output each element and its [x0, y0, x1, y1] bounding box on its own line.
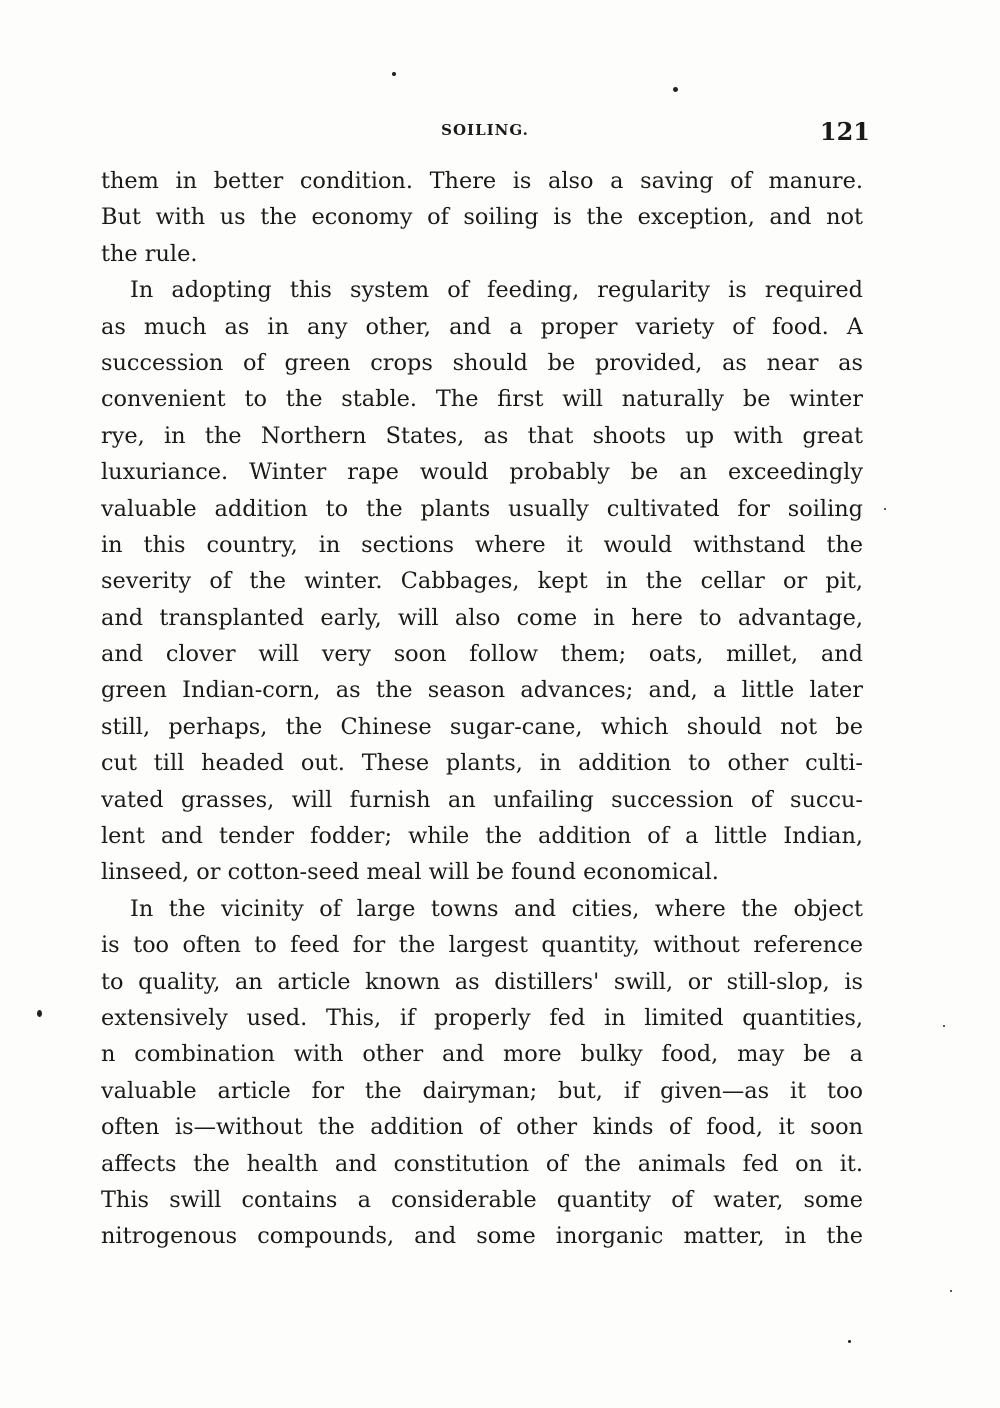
scan-speck — [392, 72, 396, 76]
text-line: and clover will very soon follow them; oats, millet, and — [101, 641, 863, 668]
text-line: valuable addition to the plants usually cultivated for soiling — [101, 495, 863, 522]
text-line: This swill contains a considerable quantity of water, some — [101, 1186, 863, 1213]
scan-speck — [943, 1025, 945, 1027]
text-line: But with us the economy of soiling is the exception, and not — [101, 204, 863, 231]
text-line: is too often to feed for the largest quantity, without reference — [101, 932, 863, 959]
text-line: often is—without the addition of other kinds of food, it soon — [101, 1114, 863, 1141]
text-line: still, perhaps, the Chinese sugar-cane, which should not be — [101, 713, 863, 740]
text-line: n combination with other and more bulky food, may be a — [101, 1041, 863, 1068]
text-line: to quality, an article known as distillers' swill, or still-slop, is — [101, 968, 863, 995]
text-line: and transplanted early, will also come in here to advantage, — [101, 604, 863, 631]
scan-speck — [950, 1290, 952, 1292]
text-line: In the vicinity of large towns and cities, where the object — [130, 895, 863, 922]
text-line: convenient to the stable. The first will naturally be winter — [101, 386, 863, 413]
text-line: linseed, or cotton-seed meal will be found economical. — [101, 859, 719, 886]
text-line: luxuriance. Winter rape would probably be an exceedingly — [101, 459, 863, 486]
text-line: nitrogenous compounds, and some inorganic matter, in the — [101, 1223, 863, 1250]
text-line: green Indian-corn, as the season advances; and, a little later — [101, 677, 863, 704]
running-head — [100, 117, 870, 147]
scan-speck — [673, 87, 678, 92]
body-text — [101, 163, 863, 1255]
scan-speck — [37, 1010, 42, 1017]
text-line: affects the health and constitution of the animals fed on it. — [101, 1150, 863, 1177]
text-line: severity of the winter. Cabbages, kept in the cellar or pit, — [101, 568, 863, 595]
text-line: vated grasses, will furnish an unfailing succession of succu- — [101, 786, 863, 813]
scan-speck — [884, 508, 886, 510]
running-title: SOILING. — [441, 121, 529, 139]
text-line: as much as in any other, and a proper variety of food. A — [101, 313, 863, 340]
text-line: lent and tender fodder; while the addition of a little Indian, — [101, 823, 863, 850]
text-line: the rule. — [101, 240, 198, 267]
scan-speck — [848, 1340, 851, 1343]
text-line: valuable article for the dairyman; but, if given—as it too — [101, 1077, 863, 1104]
page-number: 121 — [819, 117, 870, 146]
text-line: them in better condition. There is also a saving of manure. — [101, 168, 863, 194]
text-line: succession of green crops should be provided, as near as — [101, 349, 863, 376]
text-line: in this country, in sections where it would withstand the — [101, 531, 863, 558]
text-line: rye, in the Northern States, as that shoots up with great — [101, 422, 863, 449]
text-line: In adopting this system of feeding, regularity is required — [130, 277, 863, 304]
text-line: cut till headed out. These plants, in addition to other culti- — [101, 750, 863, 777]
text-line: extensively used. This, if properly fed in limited quantities, — [101, 1004, 863, 1031]
